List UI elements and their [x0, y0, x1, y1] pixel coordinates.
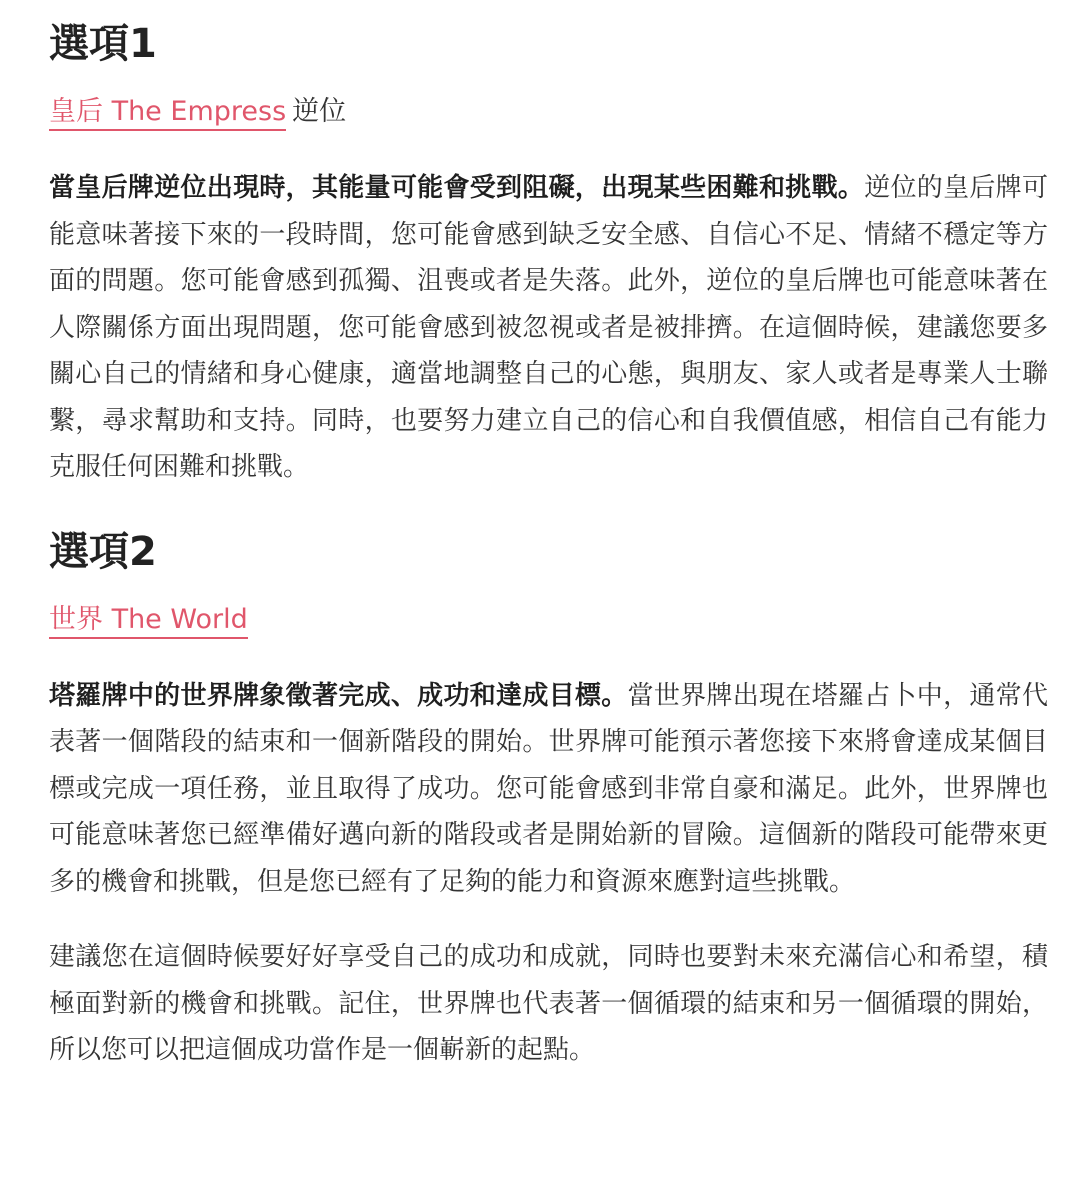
option-2-paragraph-2 [49, 934, 1048, 1074]
option-1-card-line [49, 92, 1048, 132]
option-1-bold-lead: 當皇后牌逆位出現時，其能量可能會受到阻礙，出現某些困難和挑戰。 [49, 173, 865, 203]
option-2-card-line [49, 600, 1048, 640]
option-2-title: 選項2 [49, 528, 157, 575]
option-2-body-text-1: 當世界牌出現在塔羅占卜中，通常代表著一個階段的結束和一個新階段的開始。世界牌可能預示著您接下來將會達成某個目標或完成一項任務，並且取得了成功。您可能會感到非常自豪和滿足。此外，世界牌也可能意味著您已經準備好邁向新的階段或者是開始新的冒險。這個新的階段可能帶來更多的機會和挑戰，但是您已經有了足夠的能力和資源來應對這些挑戰。 [49, 680, 1048, 897]
option-2-paragraph-1 [49, 673, 1048, 906]
option-2-bold-lead: 塔羅牌中的世界牌象徵著完成、成功和達成目標。 [49, 680, 628, 711]
option-1-body-text: 逆位的皇后牌可能意味著接下來的一段時間，您可能會感到缺乏安全感、自信心不足、情緒不穩定等方面的問題。您可能會感到孤獨、沮喪或者是失落。此外，逆位的皇后牌也可能意味著在人際關係方面出現問題，您可能會感到被忽視或者是被排擠。在這個時候，建議您要多關心自己的情緒和身心健康，適當地調整自己的心態，與朋友、家人或者是專業人士聯繫，尋求幫助和支持。同時，也要努力建立自己的信心和自我價值感，相信自己有能力克服任何困難和挑戰。 [49, 173, 1048, 482]
empress-card-link[interactable]: 皇后 The Empress [49, 96, 286, 131]
option-2-body-text-2: 建議您在這個時候要好好享受自己的成功和成就，同時也要對未來充滿信心和希望，積極面對新的機會和挑戰。記住，世界牌也代表著一個循環的結束和另一個循環的開始，所以您可以把這個成功當作是一個嶄新的起點。 [49, 942, 1048, 1065]
option-2-section [49, 522, 1048, 1074]
option-1-paragraph [49, 165, 1048, 491]
option-1-section [49, 14, 1048, 491]
card-orientation-label: 逆位 [292, 96, 347, 127]
world-card-link[interactable]: 世界 The World [49, 604, 248, 639]
option-1-title: 選項1 [49, 21, 157, 67]
